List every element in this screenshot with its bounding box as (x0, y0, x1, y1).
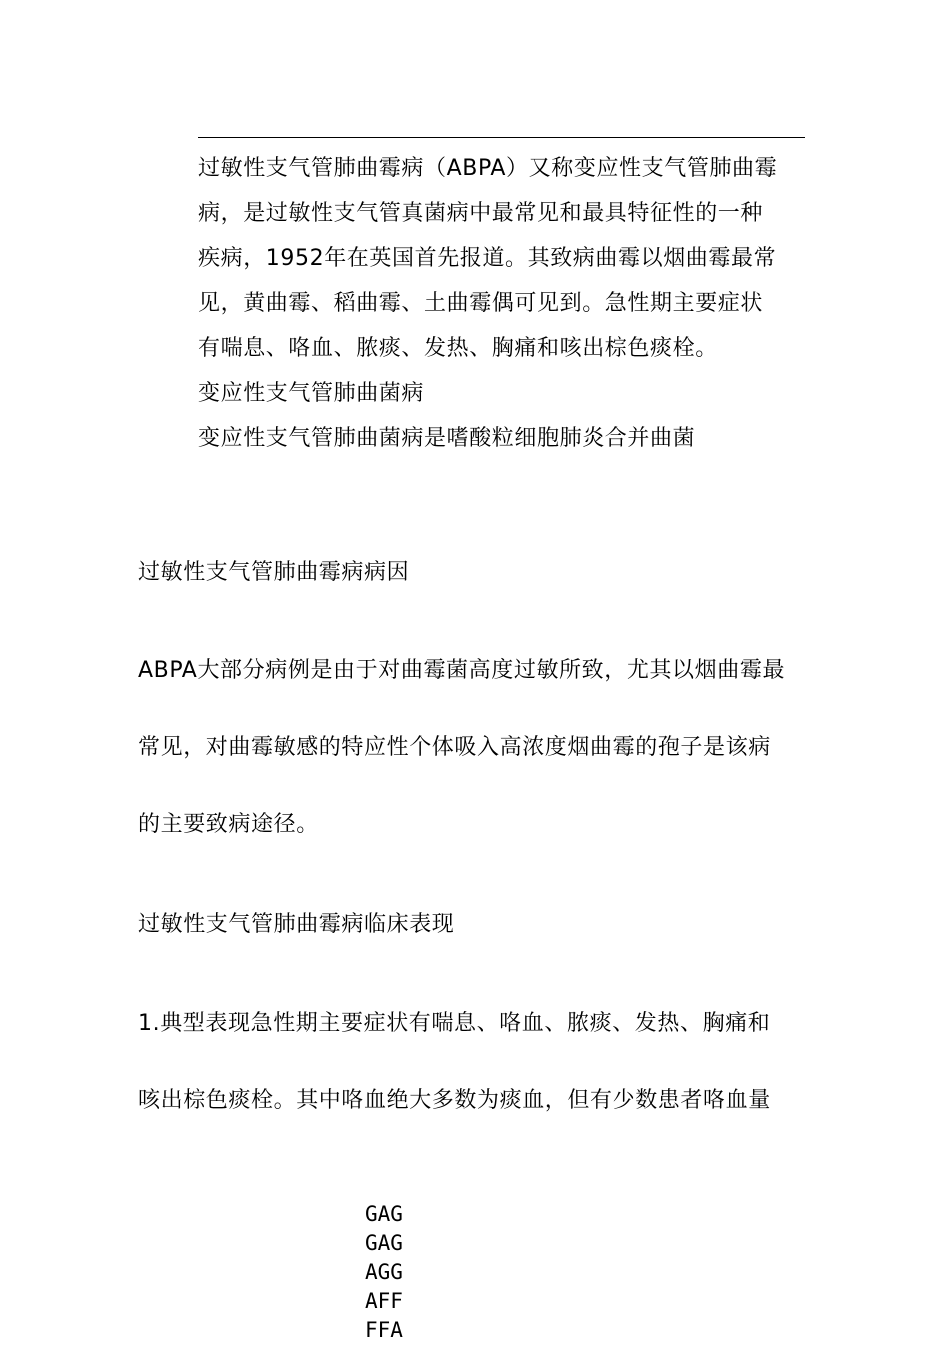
intro-line: 过敏性支气管肺曲霉病（ABPA）又称变应性支气管肺曲霉 (198, 156, 778, 181)
code-list (365, 1200, 403, 1345)
intro-line: 有喘息、咯血、脓痰、发热、胸痛和咳出棕色痰栓。 (198, 336, 718, 361)
header-rule (198, 137, 805, 138)
intro-subheading: 变应性支气管肺曲菌病 (198, 381, 425, 406)
code-item: GAG (365, 1231, 403, 1255)
clinical-line: 1.典型表现急性期主要症状有喘息、咯血、脓痰、发热、胸痛和 (138, 1011, 771, 1036)
etiology-line: 常见，对曲霉敏感的特应性个体吸入高浓度烟曲霉的孢子是该病 (138, 735, 771, 760)
intro-line: 见，黄曲霉、稻曲霉、土曲霉偶可见到。急性期主要症状 (198, 291, 764, 316)
clinical-heading: 过敏性支气管肺曲霉病临床表现 (138, 912, 455, 937)
intro-line: 变应性支气管肺曲菌病是嗜酸粒细胞肺炎合并曲菌 (198, 426, 696, 451)
code-item: FFA (365, 1318, 403, 1342)
code-item: AFF (365, 1289, 403, 1313)
intro-line: 病，是过敏性支气管真菌病中最常见和最具特征性的一种 (198, 201, 764, 226)
intro-line: 疾病，1952年在英国首先报道。其致病曲霉以烟曲霉最常 (198, 246, 777, 271)
etiology-line: ABPA大部分病例是由于对曲霉菌高度过敏所致，尤其以烟曲霉最 (138, 658, 786, 683)
etiology-heading: 过敏性支气管肺曲霉病病因 (138, 560, 410, 585)
code-item: AGG (365, 1260, 403, 1284)
code-item: GAG (365, 1202, 403, 1226)
clinical-line: 咳出棕色痰栓。其中咯血绝大多数为痰血，但有少数患者咯血量 (138, 1088, 771, 1113)
intro-block (198, 146, 810, 461)
etiology-line: 的主要致病途径。 (138, 812, 319, 837)
